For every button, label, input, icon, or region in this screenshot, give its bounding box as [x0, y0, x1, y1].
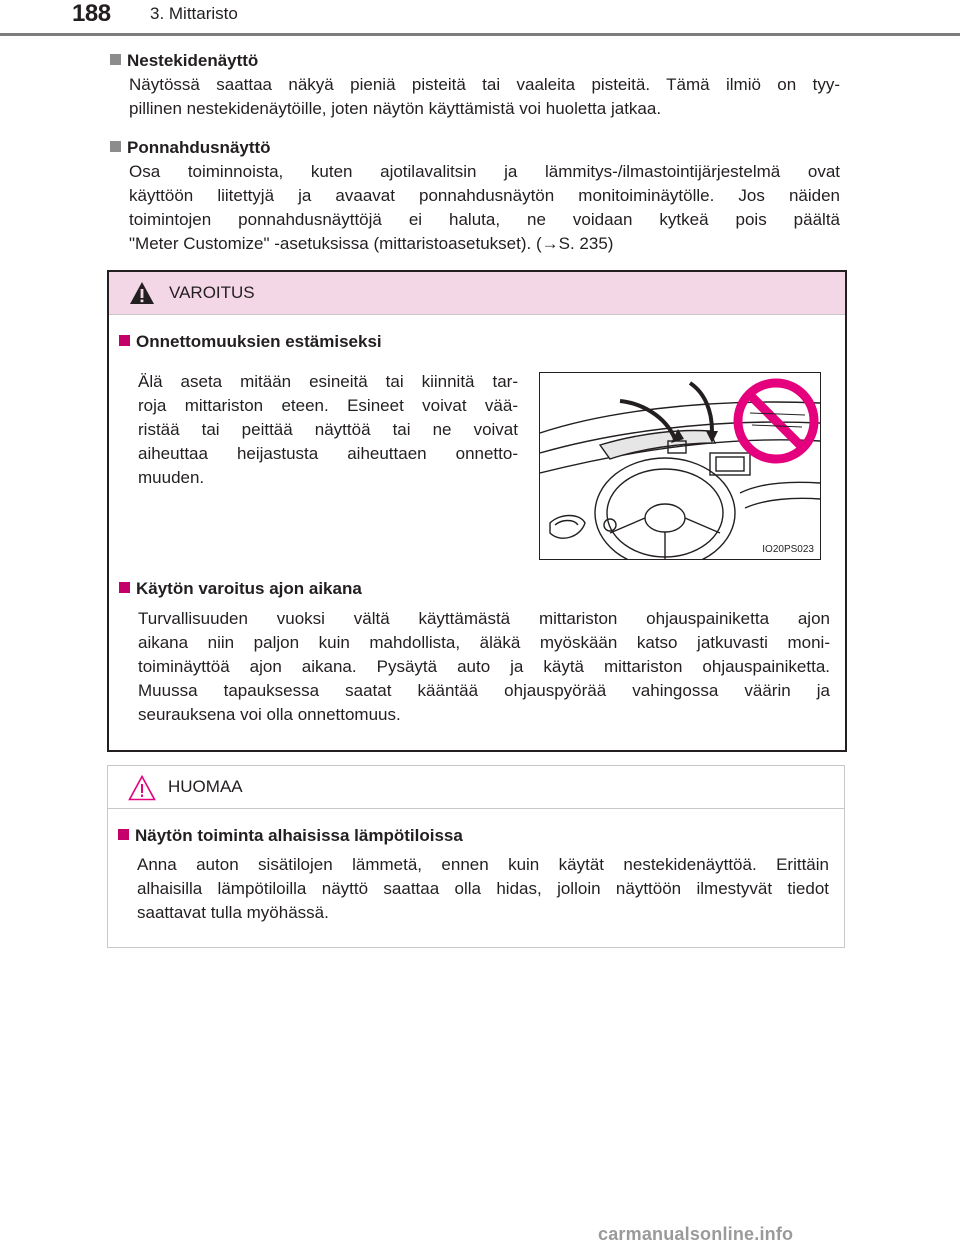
text-line: toimintojen ponnahdusnäyttöjä ei haluta, ne voidaan kytkeä pois päältä	[129, 210, 840, 229]
notice-item-body	[137, 853, 829, 925]
square-bullet-icon	[110, 141, 121, 152]
text-line: aiheuttaa heijastusta aiheuttaen onnetto-	[138, 444, 518, 463]
warning-item-title: Onnettomuuksien estämiseksi	[119, 330, 382, 354]
chapter-title: 3. Mittaristo	[150, 4, 238, 23]
section-body	[110, 160, 840, 256]
page-header	[0, 0, 960, 36]
text-line: muuden.	[138, 468, 205, 487]
warning-item-title: Käytön varoitus ajon aikana	[119, 577, 362, 601]
text-line: Anna auton sisätilojen lämmetä, ennen kuin käytät nestekidenäyttöä. Erittäin	[137, 855, 829, 874]
section-title: Nestekidenäyttö	[110, 49, 840, 73]
text-line: Älä aseta mitään esineitä tai kiinnitä tar-	[138, 372, 518, 391]
warning-box	[107, 270, 847, 752]
notice-label: HUOMAA	[168, 777, 243, 796]
watermark: carmanualsonline.info	[598, 1224, 794, 1244]
text-line: Näytössä saattaa näkyä pieniä pisteitä tai vaaleita pisteitä. Tämä ilmiö on tyy-	[129, 75, 840, 94]
warning-header	[109, 272, 845, 315]
section-nestekidenaytto	[110, 49, 840, 121]
header-rule	[0, 33, 960, 36]
text-line: aikana niin paljon kuin mahdollista, äläkä myöskään katso jatkuvasti moni-	[138, 633, 830, 652]
text-line: käyttöön liitettyjä ja avaavat ponnahdusnäytön monitoiminäytölle. Jos näiden	[129, 186, 840, 205]
caution-triangle-icon	[128, 775, 156, 801]
square-bullet-icon	[119, 582, 130, 593]
text-line: alhaisilla lämpötiloilla näyttö saattaa olla hidas, jolloin näyttöön ilmestyvät tiedot	[137, 879, 829, 898]
dashboard-illustration	[539, 372, 821, 560]
text-line: Osa toiminnoista, kuten ajotilavalitsin ja lämmitys-/ilmastointijärjestelmä ovat	[129, 162, 840, 181]
text-line: ristää tai peittää näyttöä tai ne voivat	[138, 420, 518, 439]
text-line: Turvallisuuden vuoksi vältä käyttämästä mittariston ohjauspainiketta ajon	[138, 609, 830, 628]
figure-code: IO20PS023	[762, 544, 814, 555]
text-line: toiminäyttöä ajon aikana. Pysäytä auto ja käytä mittariston ohjauspainiketta.	[138, 657, 830, 676]
text-line: saattavat tulla myöhässä.	[137, 903, 329, 922]
notice-header	[108, 766, 844, 809]
page-number: 188	[72, 0, 111, 27]
notice-item-title: Näytön toiminta alhaisissa lämpötiloissa	[118, 824, 463, 848]
section-title: Ponnahdusnäyttö	[110, 136, 840, 160]
section-ponnahdusnaytto	[110, 136, 840, 256]
warning-item-body	[138, 370, 518, 490]
text-line: pillinen nestekidenäytöille, joten näytön käyttämistä voi huoletta jatkaa.	[129, 99, 662, 118]
dashboard-drawing-icon	[540, 373, 820, 559]
text-line: seurauksena voi olla onnettomuus.	[138, 705, 401, 724]
square-bullet-icon	[119, 335, 130, 346]
notice-box	[107, 765, 845, 948]
warning-item-body	[138, 607, 830, 727]
warning-triangle-icon	[129, 281, 155, 305]
text-line: Muussa tapauksessa saatat kääntää ohjauspyörää vahingossa väärin ja	[138, 681, 830, 700]
section-body	[110, 73, 840, 121]
square-bullet-icon	[118, 829, 129, 840]
text-line: "Meter Customize" -asetuksissa (mittaristoasetukset). (→S. 235)	[129, 234, 614, 253]
warning-label: VAROITUS	[169, 283, 255, 302]
text-line: roja mittariston eteen. Esineet voivat vää-	[138, 396, 518, 415]
square-bullet-icon	[110, 54, 121, 65]
